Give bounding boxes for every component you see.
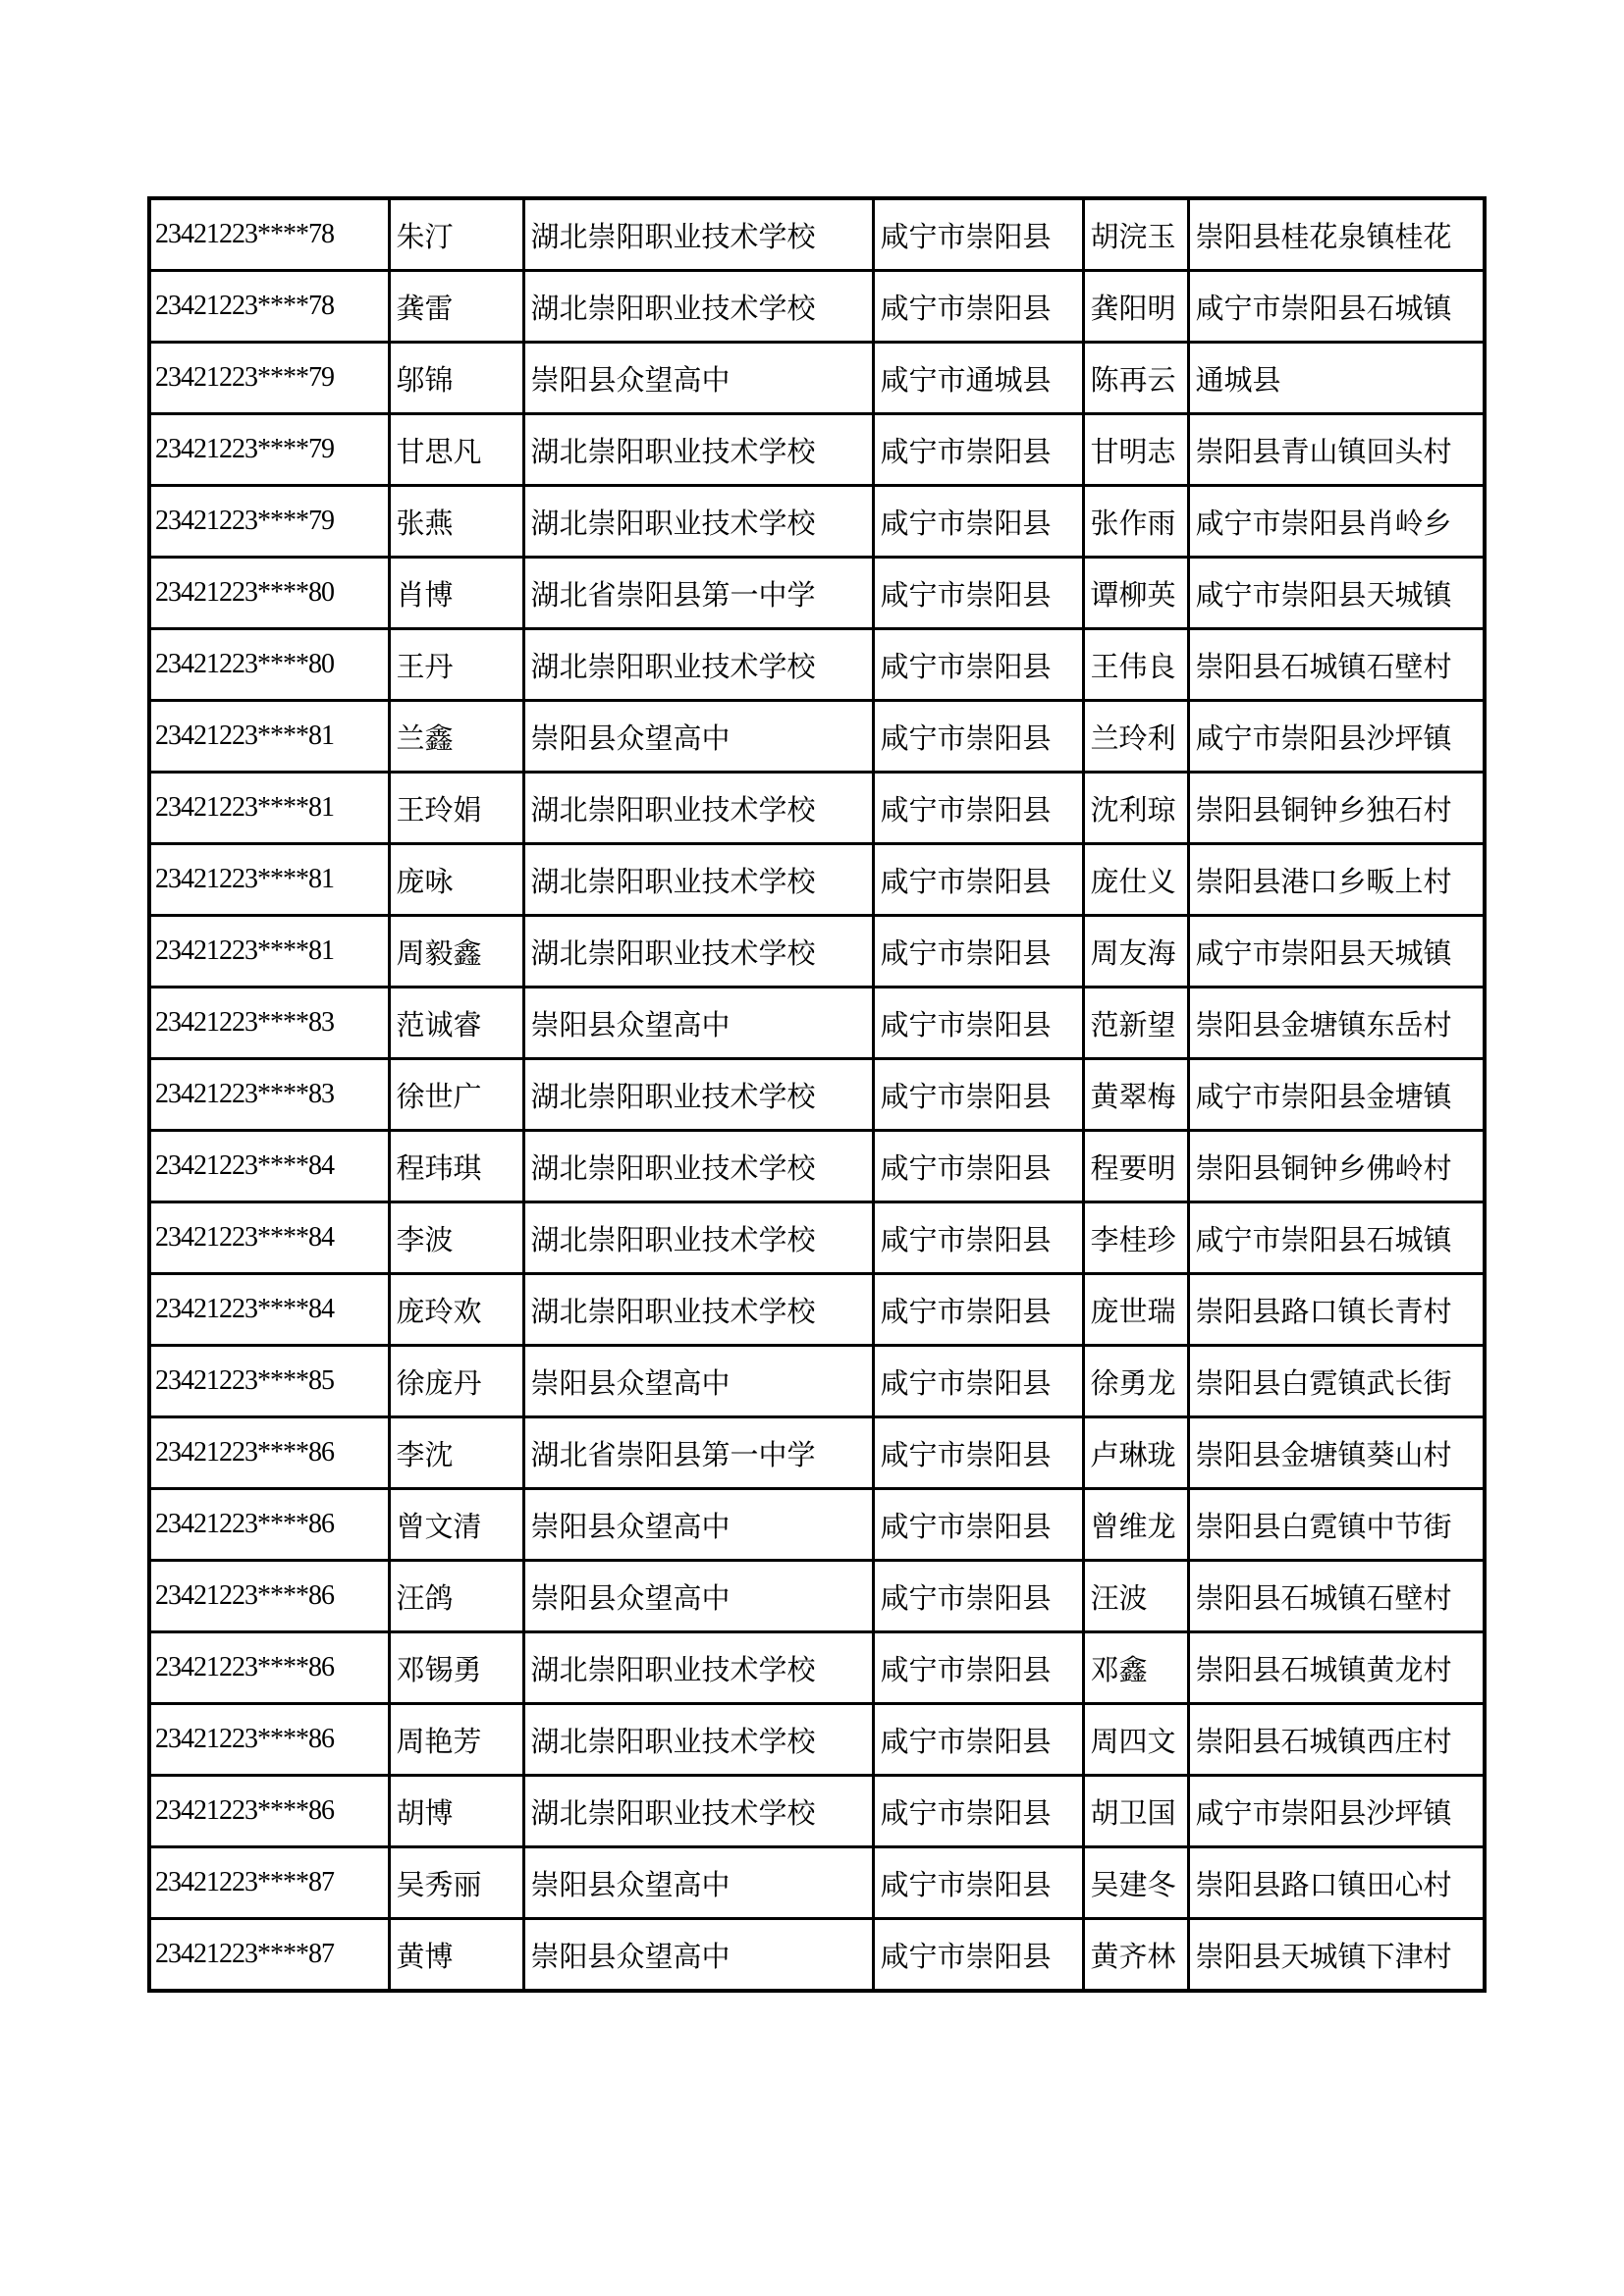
- guardian-name-cell: 甘明志: [1083, 414, 1188, 486]
- id-cell: 23421223****84: [149, 1202, 389, 1274]
- table-row: [149, 1919, 1485, 1992]
- id-cell: 23421223****80: [149, 558, 389, 629]
- school-cell: 湖北省崇阳县第一中学: [523, 558, 873, 629]
- table-row: [149, 1059, 1485, 1131]
- table-row: [149, 629, 1485, 701]
- id-cell: 23421223****86: [149, 1776, 389, 1847]
- student-name-cell: 庞玲欢: [389, 1274, 523, 1346]
- student-name-cell: 王玲娟: [389, 773, 523, 844]
- address-cell: 崇阳县铜钟乡佛岭村: [1188, 1131, 1485, 1202]
- school-cell: 崇阳县众望高中: [523, 1561, 873, 1632]
- table-row: [149, 1274, 1485, 1346]
- student-name-cell: 李波: [389, 1202, 523, 1274]
- table-row: [149, 773, 1485, 844]
- school-cell: 湖北崇阳职业技术学校: [523, 1776, 873, 1847]
- student-name-cell: 黄博: [389, 1919, 523, 1992]
- guardian-name-cell: 范新望: [1083, 988, 1188, 1059]
- table-row: [149, 198, 1485, 271]
- address-cell: 咸宁市崇阳县金塘镇: [1188, 1059, 1485, 1131]
- guardian-name-cell: 龚阳明: [1083, 271, 1188, 343]
- region-cell: 咸宁市崇阳县: [873, 1704, 1083, 1776]
- table-row: [149, 988, 1485, 1059]
- student-name-cell: 程玮琪: [389, 1131, 523, 1202]
- student-name-cell: 汪鸽: [389, 1561, 523, 1632]
- region-cell: 咸宁市崇阳县: [873, 844, 1083, 916]
- table-row: [149, 1704, 1485, 1776]
- region-cell: 咸宁市崇阳县: [873, 916, 1083, 988]
- region-cell: 咸宁市崇阳县: [873, 414, 1083, 486]
- guardian-name-cell: 胡卫国: [1083, 1776, 1188, 1847]
- id-cell: 23421223****86: [149, 1561, 389, 1632]
- table-row: [149, 1847, 1485, 1919]
- address-cell: 崇阳县石城镇石壁村: [1188, 1561, 1485, 1632]
- guardian-name-cell: 曾维龙: [1083, 1489, 1188, 1561]
- table-row: [149, 558, 1485, 629]
- address-cell: 咸宁市崇阳县天城镇: [1188, 916, 1485, 988]
- student-name-cell: 张燕: [389, 486, 523, 558]
- guardian-name-cell: 庞世瑞: [1083, 1274, 1188, 1346]
- student-name-cell: 庞咏: [389, 844, 523, 916]
- guardian-name-cell: 沈利琼: [1083, 773, 1188, 844]
- region-cell: 咸宁市崇阳县: [873, 1131, 1083, 1202]
- guardian-name-cell: 黄齐林: [1083, 1919, 1188, 1992]
- student-name-cell: 范诚睿: [389, 988, 523, 1059]
- table-row: [149, 486, 1485, 558]
- school-cell: 湖北崇阳职业技术学校: [523, 1274, 873, 1346]
- region-cell: 咸宁市崇阳县: [873, 1059, 1083, 1131]
- address-cell: 崇阳县路口镇长青村: [1188, 1274, 1485, 1346]
- guardian-name-cell: 徐勇龙: [1083, 1346, 1188, 1417]
- school-cell: 崇阳县众望高中: [523, 1489, 873, 1561]
- guardian-name-cell: 卢琳珑: [1083, 1417, 1188, 1489]
- region-cell: 咸宁市崇阳县: [873, 773, 1083, 844]
- table-row: [149, 1417, 1485, 1489]
- address-cell: 咸宁市崇阳县天城镇: [1188, 558, 1485, 629]
- guardian-name-cell: 程要明: [1083, 1131, 1188, 1202]
- address-cell: 崇阳县港口乡畈上村: [1188, 844, 1485, 916]
- table-row: [149, 1131, 1485, 1202]
- guardian-name-cell: 谭柳英: [1083, 558, 1188, 629]
- student-name-cell: 朱汀: [389, 198, 523, 271]
- address-cell: 崇阳县金塘镇东岳村: [1188, 988, 1485, 1059]
- student-name-cell: 徐庞丹: [389, 1346, 523, 1417]
- table-row: [149, 701, 1485, 773]
- student-name-cell: 肖博: [389, 558, 523, 629]
- region-cell: 咸宁市崇阳县: [873, 1417, 1083, 1489]
- school-cell: 湖北崇阳职业技术学校: [523, 1059, 873, 1131]
- id-cell: 23421223****86: [149, 1489, 389, 1561]
- region-cell: 咸宁市崇阳县: [873, 988, 1083, 1059]
- table-row: [149, 844, 1485, 916]
- region-cell: 咸宁市崇阳县: [873, 198, 1083, 271]
- school-cell: 湖北崇阳职业技术学校: [523, 1202, 873, 1274]
- student-name-cell: 龚雷: [389, 271, 523, 343]
- school-cell: 湖北崇阳职业技术学校: [523, 916, 873, 988]
- student-name-cell: 甘思凡: [389, 414, 523, 486]
- address-cell: 崇阳县金塘镇葵山村: [1188, 1417, 1485, 1489]
- table-row: [149, 1202, 1485, 1274]
- school-cell: 崇阳县众望高中: [523, 1847, 873, 1919]
- region-cell: 咸宁市崇阳县: [873, 701, 1083, 773]
- guardian-name-cell: 李桂珍: [1083, 1202, 1188, 1274]
- table-row: [149, 343, 1485, 414]
- table-row: [149, 916, 1485, 988]
- id-cell: 23421223****87: [149, 1847, 389, 1919]
- address-cell: 咸宁市崇阳县沙坪镇: [1188, 1776, 1485, 1847]
- address-cell: 崇阳县石城镇黄龙村: [1188, 1632, 1485, 1704]
- address-cell: 咸宁市崇阳县肖岭乡: [1188, 486, 1485, 558]
- address-cell: 崇阳县桂花泉镇桂花: [1188, 198, 1485, 271]
- region-cell: 咸宁市崇阳县: [873, 629, 1083, 701]
- id-cell: 23421223****86: [149, 1632, 389, 1704]
- school-cell: 崇阳县众望高中: [523, 988, 873, 1059]
- id-cell: 23421223****87: [149, 1919, 389, 1992]
- school-cell: 湖北省崇阳县第一中学: [523, 1417, 873, 1489]
- region-cell: 咸宁市崇阳县: [873, 1274, 1083, 1346]
- region-cell: 咸宁市崇阳县: [873, 1346, 1083, 1417]
- address-cell: 崇阳县路口镇田心村: [1188, 1847, 1485, 1919]
- address-cell: 崇阳县白霓镇武长街: [1188, 1346, 1485, 1417]
- student-name-cell: 曾文清: [389, 1489, 523, 1561]
- student-name-cell: 周艳芳: [389, 1704, 523, 1776]
- school-cell: 湖北崇阳职业技术学校: [523, 629, 873, 701]
- guardian-name-cell: 胡浣玉: [1083, 198, 1188, 271]
- id-cell: 23421223****81: [149, 844, 389, 916]
- school-cell: 湖北崇阳职业技术学校: [523, 414, 873, 486]
- id-cell: 23421223****81: [149, 773, 389, 844]
- student-name-cell: 胡博: [389, 1776, 523, 1847]
- student-name-cell: 邬锦: [389, 343, 523, 414]
- school-cell: 崇阳县众望高中: [523, 1919, 873, 1992]
- id-cell: 23421223****78: [149, 271, 389, 343]
- id-cell: 23421223****81: [149, 916, 389, 988]
- table-row: [149, 1561, 1485, 1632]
- student-name-cell: 兰鑫: [389, 701, 523, 773]
- guardian-name-cell: 庞仕义: [1083, 844, 1188, 916]
- id-cell: 23421223****83: [149, 988, 389, 1059]
- address-cell: 崇阳县青山镇回头村: [1188, 414, 1485, 486]
- guardian-name-cell: 黄翠梅: [1083, 1059, 1188, 1131]
- id-cell: 23421223****79: [149, 486, 389, 558]
- region-cell: 咸宁市崇阳县: [873, 1561, 1083, 1632]
- school-cell: 崇阳县众望高中: [523, 1346, 873, 1417]
- guardian-name-cell: 陈再云: [1083, 343, 1188, 414]
- guardian-name-cell: 邓鑫: [1083, 1632, 1188, 1704]
- guardian-name-cell: 吴建冬: [1083, 1847, 1188, 1919]
- region-cell: 咸宁市崇阳县: [873, 558, 1083, 629]
- region-cell: 咸宁市通城县: [873, 343, 1083, 414]
- region-cell: 咸宁市崇阳县: [873, 486, 1083, 558]
- id-cell: 23421223****86: [149, 1704, 389, 1776]
- region-cell: 咸宁市崇阳县: [873, 1202, 1083, 1274]
- id-cell: 23421223****80: [149, 629, 389, 701]
- id-cell: 23421223****86: [149, 1417, 389, 1489]
- student-name-cell: 邓锡勇: [389, 1632, 523, 1704]
- table-row: [149, 1776, 1485, 1847]
- school-cell: 湖北崇阳职业技术学校: [523, 198, 873, 271]
- student-name-cell: 吴秀丽: [389, 1847, 523, 1919]
- table-row: [149, 1489, 1485, 1561]
- region-cell: 咸宁市崇阳县: [873, 1489, 1083, 1561]
- region-cell: 咸宁市崇阳县: [873, 1919, 1083, 1992]
- table-row: [149, 414, 1485, 486]
- address-cell: 崇阳县石城镇石壁村: [1188, 629, 1485, 701]
- id-cell: 23421223****84: [149, 1274, 389, 1346]
- table-row: [149, 1346, 1485, 1417]
- school-cell: 崇阳县众望高中: [523, 701, 873, 773]
- address-cell: 崇阳县石城镇西庄村: [1188, 1704, 1485, 1776]
- address-cell: 咸宁市崇阳县沙坪镇: [1188, 701, 1485, 773]
- address-cell: 咸宁市崇阳县石城镇: [1188, 1202, 1485, 1274]
- id-cell: 23421223****84: [149, 1131, 389, 1202]
- school-cell: 湖北崇阳职业技术学校: [523, 1131, 873, 1202]
- region-cell: 咸宁市崇阳县: [873, 1632, 1083, 1704]
- address-cell: 咸宁市崇阳县石城镇: [1188, 271, 1485, 343]
- id-cell: 23421223****85: [149, 1346, 389, 1417]
- guardian-name-cell: 兰玲利: [1083, 701, 1188, 773]
- school-cell: 湖北崇阳职业技术学校: [523, 1632, 873, 1704]
- student-name-cell: 李沈: [389, 1417, 523, 1489]
- school-cell: 湖北崇阳职业技术学校: [523, 1704, 873, 1776]
- school-cell: 湖北崇阳职业技术学校: [523, 271, 873, 343]
- student-name-cell: 王丹: [389, 629, 523, 701]
- records-table: [147, 196, 1487, 1993]
- id-cell: 23421223****79: [149, 414, 389, 486]
- student-name-cell: 徐世广: [389, 1059, 523, 1131]
- region-cell: 咸宁市崇阳县: [873, 1776, 1083, 1847]
- school-cell: 崇阳县众望高中: [523, 343, 873, 414]
- guardian-name-cell: 汪波: [1083, 1561, 1188, 1632]
- school-cell: 湖北崇阳职业技术学校: [523, 844, 873, 916]
- address-cell: 通城县: [1188, 343, 1485, 414]
- region-cell: 咸宁市崇阳县: [873, 1847, 1083, 1919]
- id-cell: 23421223****78: [149, 198, 389, 271]
- table-row: [149, 271, 1485, 343]
- school-cell: 湖北崇阳职业技术学校: [523, 486, 873, 558]
- guardian-name-cell: 王伟良: [1083, 629, 1188, 701]
- guardian-name-cell: 周友海: [1083, 916, 1188, 988]
- table-body: [149, 198, 1485, 1991]
- student-name-cell: 周毅鑫: [389, 916, 523, 988]
- id-cell: 23421223****79: [149, 343, 389, 414]
- address-cell: 崇阳县天城镇下津村: [1188, 1919, 1485, 1992]
- region-cell: 咸宁市崇阳县: [873, 271, 1083, 343]
- address-cell: 崇阳县白霓镇中节街: [1188, 1489, 1485, 1561]
- table-row: [149, 1632, 1485, 1704]
- guardian-name-cell: 周四文: [1083, 1704, 1188, 1776]
- address-cell: 崇阳县铜钟乡独石村: [1188, 773, 1485, 844]
- school-cell: 湖北崇阳职业技术学校: [523, 773, 873, 844]
- id-cell: 23421223****83: [149, 1059, 389, 1131]
- guardian-name-cell: 张作雨: [1083, 486, 1188, 558]
- id-cell: 23421223****81: [149, 701, 389, 773]
